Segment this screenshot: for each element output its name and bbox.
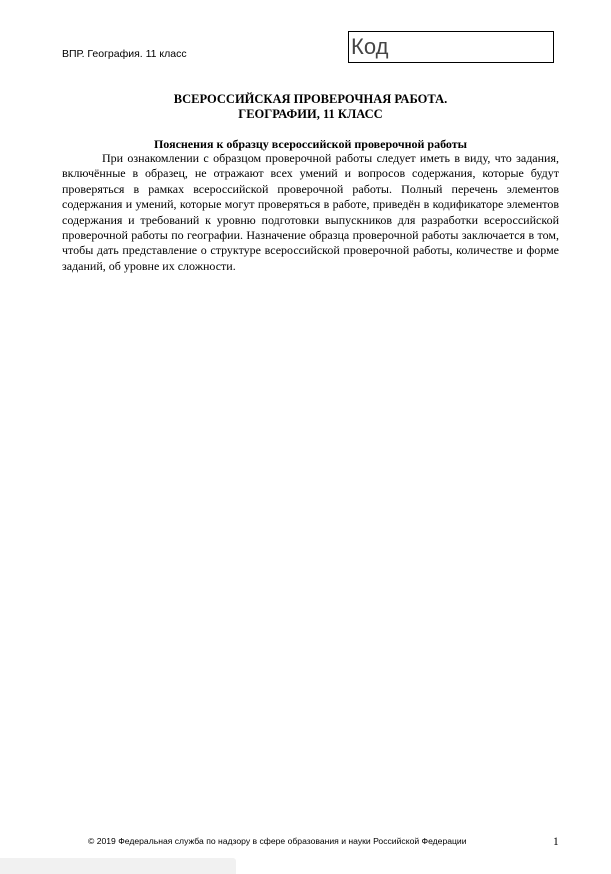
page-title-line-1: ВСЕРОССИЙСКАЯ ПРОВЕРОЧНАЯ РАБОТА. (173, 92, 448, 106)
section-heading: Пояснения к образцу всероссийской проверочной работы (153, 137, 468, 151)
page-title-line-2: ГЕОГРАФИИ, 11 КЛАСС (238, 107, 383, 121)
document-header-label: ВПР. География. 11 класс (62, 48, 187, 60)
viewer-bottom-bar (0, 858, 236, 874)
code-field[interactable]: Код (348, 31, 554, 63)
page-number: 1 (553, 836, 559, 848)
explanation-paragraph: При ознакомлении с образцом проверочной работы следует иметь в виду, что задания, включённые в образец, не отражают всех умений и вопросов содержания, которые будут проверяться в рамках всероссийской проверочной работы. Полный перечень элементов содержания и умений, которые могут проверяться в работе, приведён в кодификаторе элементов содержания и требований к уровню подготовки выпускников для разработки всероссийской проверочной работы по географии. Назначение образца проверочной работы заключается в том, чтобы дать представление о структуре всероссийской проверочной работы, количестве и форме заданий, об уровне их сложности. (62, 151, 559, 273)
footer-copyright: © 2019 Федеральная служба по надзору в сфере образования и науки Российской Федерации (88, 836, 467, 846)
